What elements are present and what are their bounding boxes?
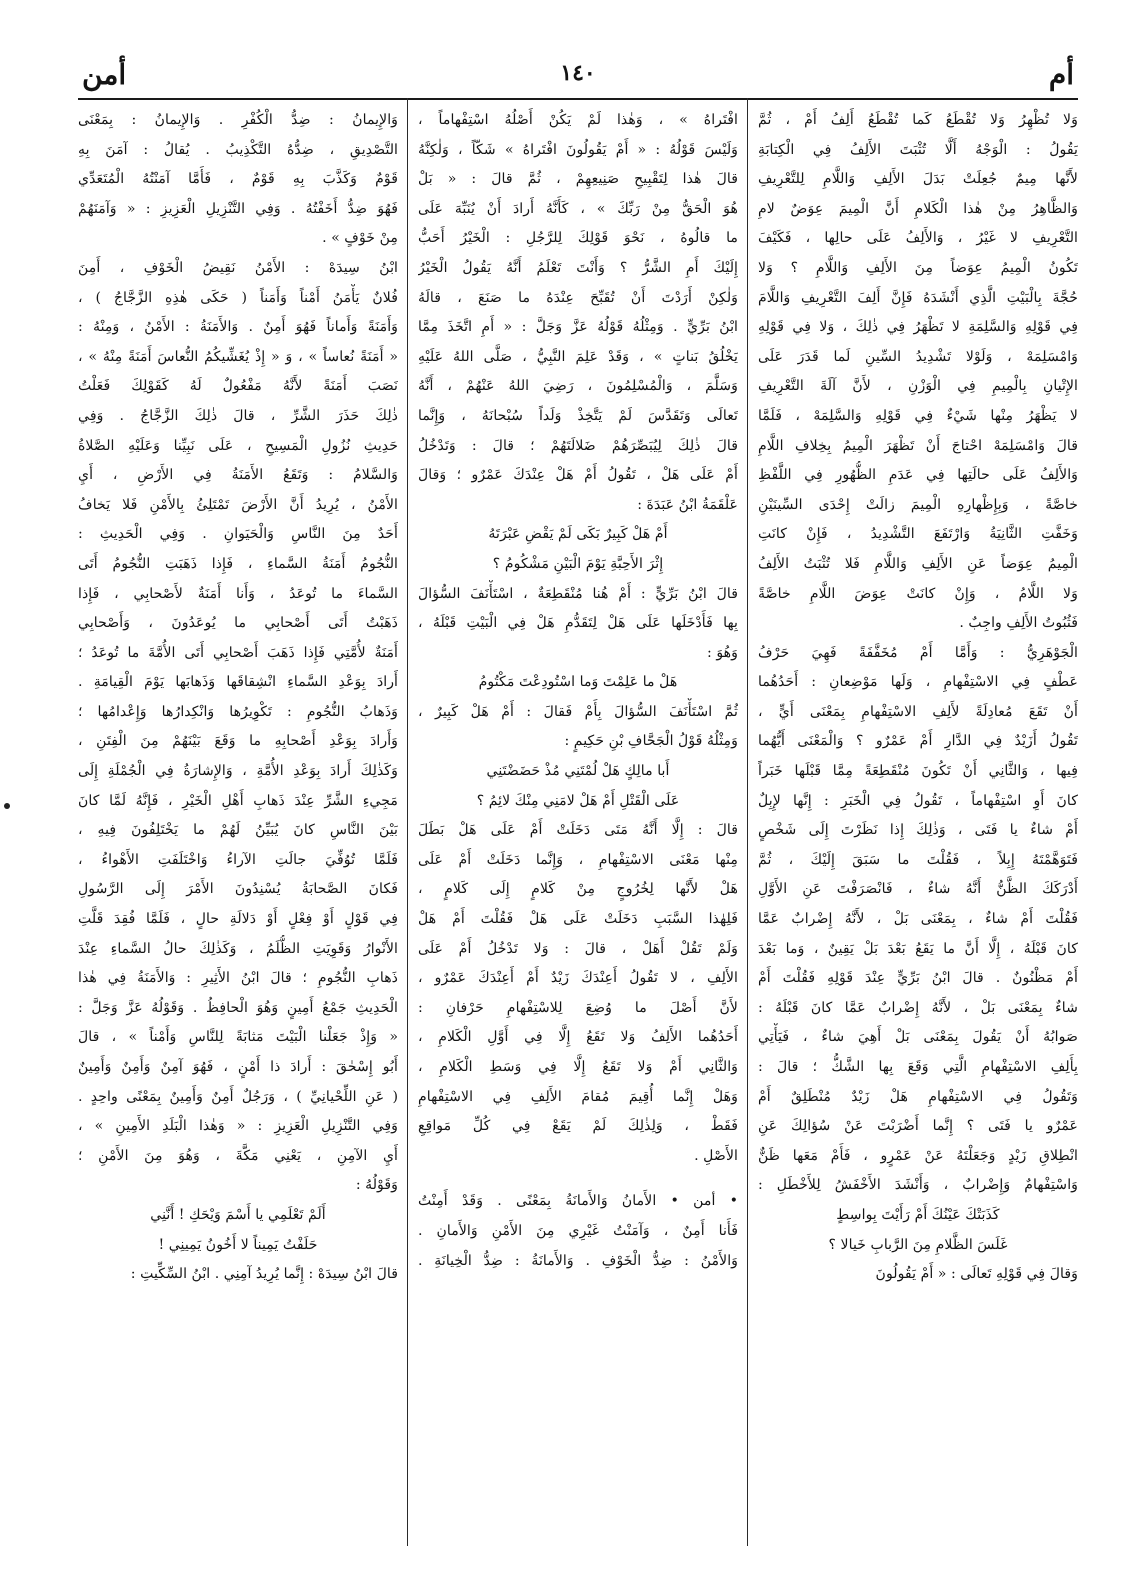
middle-column-line: قالَ ذٰلِكَ لِيُبَصِّرَهُمْ ضَلالَتَهُمْ ؛ قالَ : وَتَدْخُلُ [418, 437, 738, 454]
left-column-line: فَكانَ الصَّحابَةُ يُسْنِدُونَ الأَمْرَ إِلَى الرَّسُولِ [78, 881, 398, 898]
middle-column-line: قالَ : إِلَّا أَنَّهُ مَتَى دَخَلَتْ أَمْ عَلَى هَلْ بَطَلَ [418, 822, 738, 839]
middle-column-line: ابْنُ بَرِّيٍّ . وَمِثْلُهُ قَوْلُهُ عَزَّ وَجَلَّ : « أَمِ اتَّخَذَ مِمَّا [418, 319, 738, 336]
middle-column-line: عَلْقَمَةُ ابْنُ عَبَدَةَ : [637, 496, 738, 513]
left-running-headword: أمن [82, 58, 127, 91]
middle-column-line: تَعالَى وَتَقَدَّسَ لَمْ يَتَّخِذْ وَلَداً سُبْحانَهُ ، وَإِنَّما [418, 407, 738, 424]
middle-column-line: هُوَ الْحَقُّ مِنْ رَبِّكَ » ، كَأَنَّهُ أَرادَ أَنْ يُنَبِّهَ عَلَى [418, 200, 738, 217]
right-column-line: وَالأَلِفُ عَلَى حالَتِها فِي عَدَمِ الظُّهُورِ فِي اللَّفْظِ [758, 467, 1078, 484]
right-column-line: لأَنَّها مِيمٌ جُعِلَتْ بَدَلَ الأَلِفِ وَاللَّامِ لِلتَّعْرِيفِ [758, 171, 1078, 188]
left-column-line: قَوْمٌ وَكَذَّبَ بِهِ قَوْمٌ ، فَأَمَّا آمَنْتُهُ الْمُتَعَدِّي [78, 171, 398, 188]
right-column-line: شاءٌ بِمَعْنَى بَلْ ، لأَنَّهُ إِضْرابٌ عَمَّا كانَ قَبْلَهُ : [758, 999, 1078, 1016]
right-column-line: التَّعْرِيفِ لا غَيْرُ ، وَالأَلِفُ عَلَى حالِها ، فَكَيْفَ [758, 230, 1078, 247]
right-column-line: عَمْرٌو يا فَتَى ؟ إِنَّما أَضْرَبْتَ عَنْ سُؤالِكَ عَنِ [758, 1118, 1078, 1135]
left-column-line: حَلَفْتُ يَمِيناً لا أَخُونُ يَمِينِي ! [158, 1236, 318, 1253]
right-column-line: فَقُلْتَ أَمْ شاءٌ ، بِمَعْنَى بَلْ ، لأَنَّهُ إِضْرابٌ عَمَّا [758, 911, 1078, 928]
middle-column-line: فَلِهٰذا السَّبَبِ دَخَلَتْ عَلَى هَلْ فَقُلْتَ أَمْ هَلْ [418, 911, 738, 928]
left-column-line: أَبُو إِسْحٰقَ : أَرادَ ذا أَمْنٍ ، فَهُوَ آمِنٌ وَأَمِنٌ وَأَمِينٌ [78, 1059, 398, 1075]
middle-column-line: فَقَطْ ، وَلِذٰلِكَ لَمْ يَقَعْ فِي كُلِّ مَواقِعِ [418, 1118, 738, 1135]
margin-mark [4, 803, 10, 809]
middle-column-line: إِلَيْكَ أَمِ الشَّرُّ ؟ وَأَنْتَ تَعْلَمُ أَنَّهُ يَقُولُ الْخَيْرُ [418, 259, 738, 276]
left-column-line: الْحَدِيثِ جَمْعُ أَمِينٍ وَهُوَ الْحافِظُ . وَقَوْلُهُ عَزَّ وَجَلَّ : [78, 999, 398, 1016]
left-column-line: الأَمْنُ ، يُرِيدُ أَنَّ الأَرْضَ تَمْتَلِئُ بِالأَمْنِ فَلا يَخافُ [78, 496, 398, 513]
left-column-line: قالَ ابْنُ سِيدَهْ : إِنَّما يُرِيدُ آمِنِي . ابْنُ السِّكِّيتِ : [130, 1266, 398, 1283]
middle-column-line: وَلَيْسَ قَوْلُهُ : « أَمْ يَقُولُونَ افْتَراهُ » شَكّاً ، وَلٰكِنَّهُ [418, 141, 738, 158]
middle-column-line: وَهُوَ : [707, 644, 738, 661]
right-column-line: انْطِلاقِ زَيْدٍ وَجَعَلْتَهُ عَنْ عَمْرٍو ، فَأَمْ مَعَها ظَنٌّ [758, 1147, 1078, 1164]
right-column-line: فِيها ، وَالثَّانِي أَنْ تَكُونَ مُنْقَطِعَةً مِمَّا قَبْلَها خَبَراً [758, 763, 1078, 780]
middle-column-line: ثُمَّ اسْتَأْنَفَ السُّؤالَ بِأَمْ فَقالَ : أَمْ هَلْ كَبِيرٌ ، [418, 703, 738, 720]
middle-column-line: عَلَى الْقَتْلِ أَمْ هَلْ لامَنِي مِنْكَ لائِمُ ؟ [476, 792, 680, 809]
page-header [78, 54, 1078, 98]
left-column-line: ( عَنِ اللِّحْيانِيِّ ) ، وَرَجُلٌ أَمِنٌ وَأَمِينٌ بِمَعْنًى واحِدٍ . [78, 1088, 398, 1105]
middle-column-line: هَلْ ما عَلِمْتَ وَما اسْتُودِعْتَ مَكْتُومُ [478, 674, 678, 691]
left-column-line: حَدِيثِ نُزُولِ الْمَسِيحِ ، عَلَى نَبِيِّنا وَعَلَيْهِ الصَّلاةُ [78, 437, 398, 454]
right-column-line: كانَ قَبْلَهُ ، إِلَّا أَنَّ ما يَقَعُ بَعْدَ بَلْ يَقِينٌ ، وَما بَعْدَ [758, 940, 1078, 957]
left-column-line: وَفِي التَّنْزِيلِ الْعَزِيزِ : « وَهٰذا الْبَلَدِ الأَمِينِ » ، [78, 1118, 398, 1135]
middle-column-line: وَسَلَّمَ ، وَالْمُسْلِمُونَ ، رَضِيَ اللهُ عَنْهُمْ ، أَنَّهُ [418, 378, 738, 395]
page-number: ١٤٠ [560, 60, 596, 86]
middle-column-line: أَمْ هَلْ كَبِيرٌ بَكَى لَمْ يَقْضِ عَبْرَتَهُ [488, 526, 668, 543]
right-column-line: أَمْ شاءٌ يا فَتَى ، وَذٰلِكَ إِذا نَظَرْتَ إِلَى شَخْصٍ [758, 822, 1078, 839]
right-column-line: الْمِيمُ عِوَضاً عَنِ الأَلِفِ وَاللَّامِ فَلا تُثْبَتُ الأَلِفُ [758, 555, 1078, 572]
right-column-line: الإِتْيانِ بِالْمِيمِ فِي الْوَزْنِ ، لأَنَّ آلَةَ التَّعْرِيفِ [758, 378, 1078, 395]
left-column-line: فِي قَوْلٍ أَوْ فِعْلٍ أَوْ دَلالَةِ حالٍ ، فَلَمَّا فُقِدَ قَلَّتِ [78, 911, 398, 928]
middle-column-line: وَالثَّانِي أَمْ وَلا تَقَعُ إِلَّا فِي وَسَطِ الْكَلامِ ، [418, 1059, 738, 1075]
middle-column-line: أَبا مالِكٍ هَلْ لُمْتَنِي مُذْ حَضَضْتَنِي [486, 763, 670, 780]
left-column-line: وَالإِيمانُ : ضِدُّ الْكُفْرِ . وَالإِيمانُ : بِمَعْنَى [78, 112, 398, 128]
right-column-line: كَذَبَتْكَ عَيْنُكَ أَمْ رَأَيْتَ بِواسِطٍ [836, 1206, 1000, 1223]
right-column-line: أَنْ تَقَعَ مُعادِلَةً لأَلِفِ الاسْتِفْهامِ بِمَعْنَى أَيٍّ ، [758, 703, 1078, 720]
middle-column-line: قالَ ابْنُ بَرِّيٍّ : أَمْ هُنا مُنْقَطِعَةٌ ، اسْتَأْنَفَ السُّؤالَ [418, 585, 738, 602]
left-column-line: فَلَمَّا تُوُفِّيَ جالَتِ الآراءُ وَاخْتَلَفَتِ الأَهْواءُ ، [78, 851, 398, 868]
left-column-line: ذَهابِ النُّجُومِ ؛ قالَ ابْنُ الأَثِيرِ : وَالأَمَنَةُ فِي هٰذا [78, 970, 398, 987]
left-column-line: وَالسَّلامُ : وَتَقَعُ الأَمَنَةُ فِي الأَرْضِ ، أَيِ [78, 467, 398, 484]
left-column-line: التَّصْدِيقِ ، ضِدُّهُ التَّكْذِيبُ . يُقالُ : آمَنَ بِهِ [78, 141, 398, 158]
right-column-line: أَدْرَكَكَ الظَّنُّ أَنَّهُ شاءٌ ، فَانْصَرَفْتَ عَنِ الأَوَّلِ [758, 881, 1078, 898]
right-column-line: وَامْسَلِمَهْ ، وَلَوْلا تَشْدِيدُ السِّينِ لَما قَدَرَ عَلَى [758, 348, 1078, 365]
left-column-line: وَأَمَنَةً وَأَماناً فَهُوَ أَمِنٌ . وَالأَمَنَةُ : الأَمْنُ ، وَمِنْهُ : [78, 319, 398, 336]
left-column-line: أَمَنَةٌ لأُمَّتِي فَإِذا ذَهَبَ أَصْحابِي أَتَى الأُمَّةَ ما تُوعَدُ ؛ [78, 644, 398, 661]
right-column-line: يَقُولُ : الْوَجْهُ أَلَّا تُثْبَتَ الأَلِفُ فِي الْكِتابَةِ [758, 141, 1078, 158]
right-column-line: وَاسْتِفْهامٌ وَإِضْرابٌ ، وَأَنْشَدَ الأَخْفَشُ لِلأَخْطَلِ : [758, 1177, 1078, 1194]
right-column-line: وَقالَ فِي قَوْلِهِ تَعالَى : « أَمْ يَقُولُونَ [875, 1266, 1078, 1283]
left-column-line: وَكَذٰلِكَ أَرادَ بِوَعْدِ الأُمَّةِ ، وَالإِشارَةُ فِي الْجُمْلَةِ إِلَى [78, 763, 398, 780]
right-column-line: فَثُبُوتُ الأَلِفِ واجِبٌ . [959, 615, 1078, 632]
right-column-line: قالَ وَامْسَلِمَهْ احْتاجَ أَنْ تَظْهَرَ الْمِيمُ بِخِلافِ اللَّامِ [758, 437, 1078, 454]
right-column-line: خاصَّةً ، وَبِإِظْهارِهِ الْمِيمَ زالَتْ إِحْدَى السِّينَيْنِ [758, 496, 1078, 513]
middle-column-line: وَالأَمْنُ : ضِدُّ الْخَوْفِ . وَالأَمانَةُ : ضِدُّ الْخِيانَةِ . [418, 1252, 738, 1269]
right-column-line: فِي قَوْلِهِ وَالسَّلِمَةِ لا تَظْهَرُ فِي ذٰلِكَ ، وَلا فِي قَوْلِهِ [758, 319, 1078, 336]
right-column-line: وَتَقُولُ فِي الاسْتِفْهامِ هَلْ زَيْدٌ مُنْطَلِقٌ أَمْ [758, 1088, 1078, 1105]
left-column-line: الأَنْوارُ وَقَوِيَتِ الظُّلَمُ ، وَكَذٰلِكَ حالُ السَّماءِ عِنْدَ [78, 940, 398, 957]
middle-column-line: الأَلِفِ ، لا تَقُولُ أَعِنْدَكَ زَيْدٌ أَمْ أَعِنْدَكَ عَمْرٌو ، [418, 970, 738, 987]
dictionary-page [78, 54, 1078, 1564]
left-column-line: وَذَهابُ النُّجُومِ : تَكْوِيرُها وَانْكِدارُها وَإِعْدامُها ؛ [78, 703, 398, 720]
right-column-line: بِأَلِفِ الاسْتِفْهامِ الَّتِي وَقَعَ بِها الشَّكُّ ؛ قالَ : [758, 1059, 1078, 1075]
middle-column-line: أَحَدُهُما الأَلِفُ وَلا تَقَعُ إِلَّا فِي أَوَّلِ الْكَلامِ ، [418, 1029, 738, 1046]
middle-column-line: يَخْلُقُ بَناتٍ » ، وَقَدْ عَلِمَ النَّبِيُّ ، صَلَّى اللهُ عَلَيْهِ [418, 348, 738, 365]
middle-column-line: مِنْها مَعْنَى الاسْتِفْهامِ ، وَإِنَّما دَخَلَتْ أَمْ عَلَى [418, 851, 738, 868]
left-column-line: فُلانٌ يَأْمَنُ أَمْناً وَأَمَناً ( حَكَى هٰذِهِ الزَّجَّاجُ ) ، [78, 289, 398, 306]
middle-column-line: افْتَراهُ » ، وَهٰذا لَمْ يَكُنْ أَصْلُهُ اسْتِفْهاماً ، [418, 112, 738, 128]
right-column-line: تَقُولُ أَزَيْدٌ فِي الدَّارِ أَمْ عَمْرٌو ؟ وَالْمَعْنَى أَيُّهُما [758, 733, 1078, 750]
left-column-line: أَرادَ بِوَعْدِ السَّماءِ انْشِقاقَها وَذَهابَها يَوْمَ الْقِيامَةِ . [78, 674, 398, 691]
middle-column-line: لأَنَّ أَصْلَ ما وُضِعَ لِلاسْتِفْهامِ حَرْفانِ : [418, 999, 738, 1016]
middle-column-line: هَلْ لأَنَّها لِخُرُوجٍ مِنْ كَلامٍ إِلَى كَلامٍ ، [418, 881, 738, 898]
right-column-line: غَلَسَ الظَّلامِ مِنَ الرَّبابِ خَيالا ؟ [828, 1236, 1008, 1253]
middle-column-line: قالَ هٰذا لِتَقْبِيحِ صَنِيعِهِمْ ، ثُمَّ قالَ : « بَلْ [418, 171, 738, 188]
right-column-line: فَتَوَهَّمْتَهُ إِبِلاً ، فَقُلْتَ ما سَبَقَ إِلَيْكَ ، ثُمَّ [758, 851, 1078, 868]
left-column-line: ذَهَبْتُ أَتَى أَصْحابِي ما يُوعَدُونَ ، وَأَصْحابِي [78, 615, 398, 632]
middle-column-line: وَلٰكِنْ أَرَدْتَ أَنْ تُقَبِّحَ عِنْدَهُ ما صَنَعَ ، قالَهُ [418, 289, 738, 306]
left-column-line: « أَمَنَةً نُعاساً » ، وَ « إِذْ يُغَشِّيكُمُ النُّعاسَ أَمَنَةً مِنْهُ » ، [78, 348, 398, 365]
right-column-line: حُجَّةَ بِالْبَيْتِ الَّذِي أَنْشَدَهُ فَإِنَّ أَلِفَ التَّعْرِيفِ وَاللَّامَ [758, 289, 1078, 306]
middle-column-line: ما قالُوهُ ، نَحْوَ قَوْلِكَ لِلرَّجُلِ : الْخَيْرُ أَحَبُّ [418, 230, 738, 247]
middle-column-line: الأَصْلِ . [694, 1147, 738, 1164]
left-column-line: وَأَرادَ بِوَعْدِ أَصْحابِهِ ما وَقَعَ بَيْنَهُمْ مِنَ الْفِتَنِ ، [78, 733, 398, 750]
middle-column-line: • أمن • الأَمانُ وَالأَمانَةُ بِمَعْنًى . وَقَدْ أَمِنْتُ [418, 1193, 738, 1210]
middle-column-line: أَمْ عَلَى هَلْ ، تَقُولُ أَمْ هَلْ عِنْدَكَ عَمْرٌو ؛ وَقالَ [418, 467, 738, 484]
left-column-line: أَيِ الآمِنِ ، يَعْنِي مَكَّةَ ، وَهُوَ مِنَ الأَمْنِ ؛ [78, 1147, 398, 1164]
right-column-line: تَكُونُ الْمِيمُ عِوَضاً مِنَ الأَلِفِ وَاللَّامِ ؟ وَلا [758, 259, 1078, 276]
left-column-line: ابْنُ سِيدَهْ : الأَمْنُ نَقِيضُ الْخَوْفِ ، أَمِنَ [78, 259, 398, 276]
left-column-line: أَلَمْ تَعْلَمِي يا أَسْمَ وَيْحَكِ ! أَنَّنِي [150, 1206, 326, 1223]
left-column-line: « وَإِذْ جَعَلْنا الْبَيْتَ مَثابَةً لِلنَّاسِ وَأَمْناً » ، قالَ [78, 1029, 398, 1046]
left-column-line: نَصَبَ أَمَنَةً لأَنَّهُ مَفْعُولٌ لَهُ كَقَوْلِكَ فَعَلْتُ [78, 378, 398, 395]
left-column-line: السَّماءَ ما تُوعَدُ ، وَأَنا أَمَنَةٌ لأَصْحابِي ، فَإِذا [78, 585, 398, 602]
right-column-line: لا يَظْهَرُ مِنْها شَيْءٌ فِي قَوْلِهِ وَالسَّلِمَهْ ، فَلَمَّا [758, 407, 1078, 424]
right-column-line: وَخَفَّتِ الثَّانِيَةُ وَارْتَفَعَ التَّشْدِيدُ ، فَإِنْ كانَتِ [758, 526, 1078, 543]
left-column-line: النُّجُومُ أَمَنَةُ السَّماءِ ، فَإِذا ذَهَبَتِ النُّجُومُ أَتَى [78, 555, 398, 572]
middle-column-line: فَأَنا أَمِنٌ ، وَآمَنْتُ غَيْرِي مِنَ الأَمْنِ وَالأَمانِ . [418, 1222, 738, 1239]
middle-column-line: بِها فَأَدْخَلَها عَلَى هَلْ لِتَقَدُّمِ هَلْ فِي الْبَيْتِ قَبْلَهُ ، [418, 615, 738, 632]
left-column-line: مَجِيءِ الشَّرِّ عِنْدَ ذَهابِ أَهْلِ الْخَيْرِ ، فَإِنَّهُ لَمَّا كانَ [78, 792, 398, 809]
middle-column-line: إِثْرَ الأَحِبَّةِ يَوْمَ الْبَيْنِ مَشْكُومُ ؟ [492, 555, 664, 572]
left-column-line: وَقَوْلُهُ : [355, 1177, 398, 1194]
right-column-line: صَوابُهُ أَنْ يَقُولَ بِمَعْنَى بَلْ أَهِيَ شاءٌ ، فَيَأْتِي [758, 1029, 1078, 1046]
middle-column-line: وَهَلْ إِنَّما أُقِيمَ مُقامَ الأَلِفِ فِي الاسْتِفْهامِ [418, 1088, 738, 1105]
column-left [78, 106, 398, 1546]
right-column-line: عَطْفٍ فِي الاسْتِفْهامِ ، وَلَها مَوْضِعانِ : أَحَدُهُما [758, 674, 1078, 691]
header-rule [78, 98, 1078, 100]
right-column-line: وَلا تُظْهِرُ وَلا تُقْطَعُ كَما تُقْطَعُ أَلِفُ أَمْ ، ثُمَّ [758, 112, 1078, 128]
right-column-line: الْجَوْهَرِيُّ : وَأَمَّا أَمْ مُخَفَّفَةً فَهِيَ حَرْفُ [758, 644, 1078, 661]
right-column-line: أَمْ مَظْنُونٌ . قالَ ابْنُ بَرِّيٍّ عِنْدَ قَوْلِهِ فَقُلْتَ أَمْ [758, 970, 1078, 987]
text-columns [78, 106, 1078, 1546]
left-column-line: ذٰلِكَ حَذَرَ الشَّرِّ ، قالَ ذٰلِكَ الزَّجَّاجُ . وَفِي [78, 407, 398, 424]
column-right [758, 106, 1078, 1546]
left-column-line: بَيْنَ النَّاسِ كانَ يُبَيِّنُ لَهُمْ ما يَخْتَلِفُونَ فِيهِ ، [78, 822, 398, 839]
middle-column-line: وَلَمْ تَقُلْ أَهَلْ ، قالَ : وَلا تَدْخُلُ أَمْ عَلَى [418, 940, 738, 957]
column-middle [418, 106, 738, 1546]
right-column-line: كانَ أَوِ اسْتِفْهاماً ، تَقُولُ فِي الْخَبَرِ : إِنَّها لإِبِلٌ [758, 792, 1078, 809]
right-column-line: وَالظَّاهِرُ مِنْ هٰذا الْكَلامِ أَنَّ الْمِيمَ عِوَضٌ لامِ [758, 200, 1078, 217]
left-column-line: مِنْ خَوْفٍ » . [322, 230, 398, 247]
right-running-headword: أم [1048, 58, 1074, 91]
right-column-line: وَلا اللَّامُ ، وَإِنْ كانَتْ عِوَضَ اللَّامِ خاصَّةً [758, 585, 1078, 602]
left-column-line: أَحَدٌ مِنَ النَّاسِ وَالْحَيَوانِ . وَفِي الْحَدِيثِ : [78, 526, 398, 543]
left-column-line: فَهُوَ ضِدُّ أَخَفْتُهُ . وَفِي التَّنْزِيلِ الْعَزِيزِ : « وَآمَنَهُمْ [78, 200, 398, 217]
middle-column-line: وَمِثْلُهُ قَوْلُ الْجَحَّافِ بْنِ حَكِيمٍ : [564, 733, 738, 750]
